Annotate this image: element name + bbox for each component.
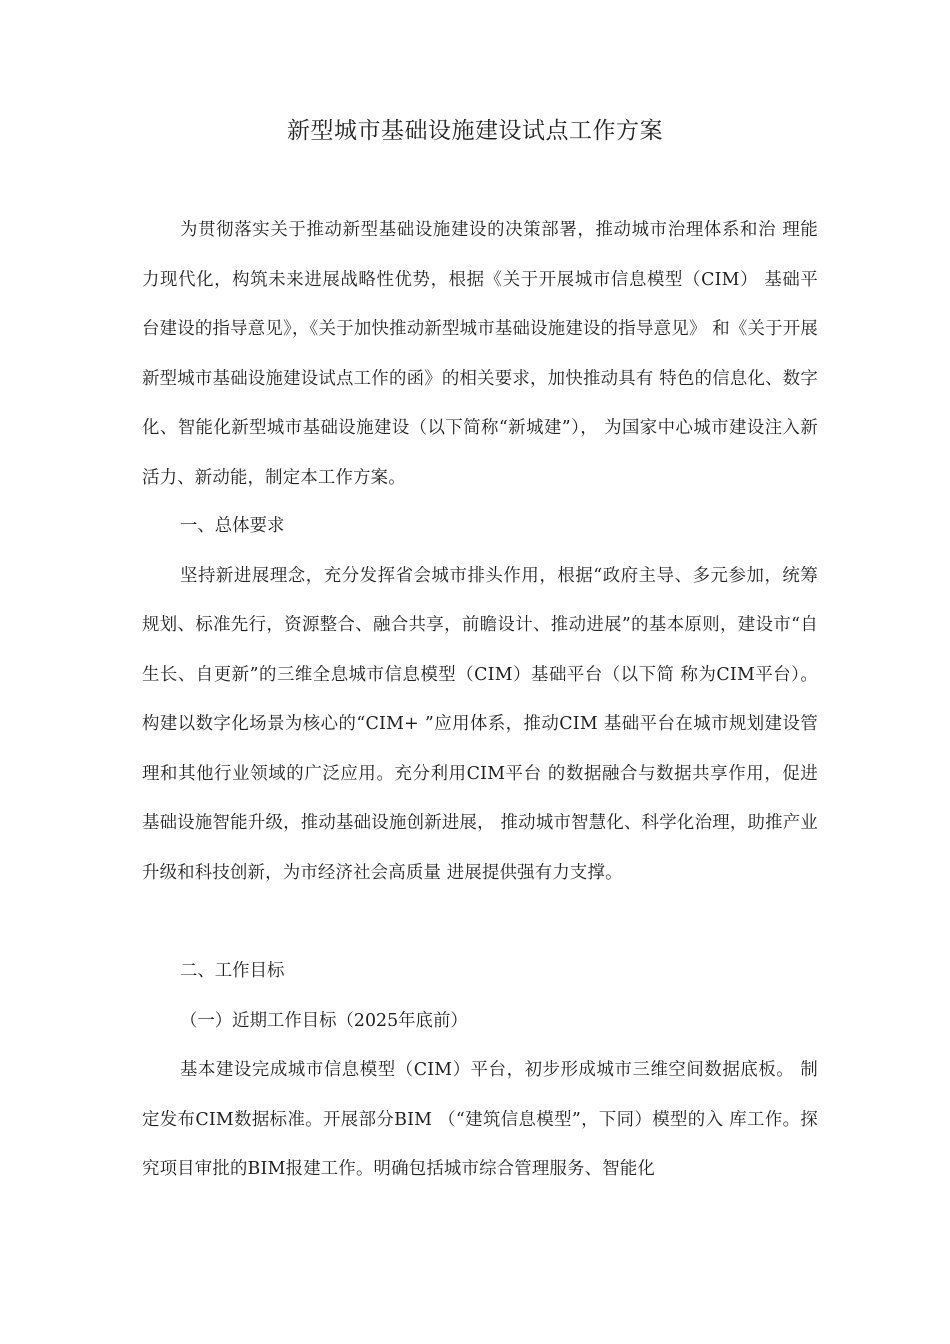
subsection-1-heading: （一）近期工作目标（2025年底前） [180, 1010, 468, 1031]
subsection-1-paragraph: 基本建设完成城市信息模型（CIM）平台，初步形成城市三维空间数据底板。 制定发布CIM数据标准。开展部分BIM （“建筑信息模型”，下同）模型的入 库工作。探究项目审批的BIM报建工作。明确包括城市综合管理服务、智能化 [142, 1060, 818, 1179]
section-1-heading: 一、总体要求 [180, 516, 285, 536]
intro-paragraph: 为贯彻落实关于推动新型基础设施建设的决策部署，推动城市治理体系和治 理能力现代化，构筑未来进展战略性优势，根据《关于开展城市信息模型（CIM） 基础平台建设的指导意见》，《关于加快推动新型城市基础设施建设的指导意见》 和《关于开展新型城市基础设施建设试点工作的函》的相关要求，加快推动具有 特色的信息化、数字化、智能化新型城市基础设施建设（以下简称“新城建”）， 为国家中心城市建设注入新活力、新动能，制定本工作方案。 [142, 220, 818, 488]
section-2-heading: 二、工作目标 [180, 961, 285, 981]
section-1 [142, 502, 818, 898]
section-2 [142, 947, 818, 1195]
document-title: 新型城市基础设施建设试点工作方案 [287, 118, 663, 144]
section-1-paragraph: 坚持新进展理念，充分发挥省会城市排头作用，根据“政府主导、多元参加，统筹规划、标准先行，资源整合、融合共享，前瞻设计、推动进展”的基本原则，建设市“自生长、自更新”的三维全息城市信息模型（CIM）基础平台（以下简 称为CIM平台）。构建以数字化场景为核心的“CIM+ ”应用体系，推动CIM 基础平台在城市规划建设管理和其他行业领域的广泛应用。充分利用CIM平台 的数据融合与数据共享作用，促进基础设施智能升级，推动基础设施创新进展， 推动城市智慧化、科学化治理，助推产业升级和科技创新，为市经济社会高质量 进展提供强有力支撑。 [142, 565, 818, 883]
intro-block [142, 206, 818, 503]
